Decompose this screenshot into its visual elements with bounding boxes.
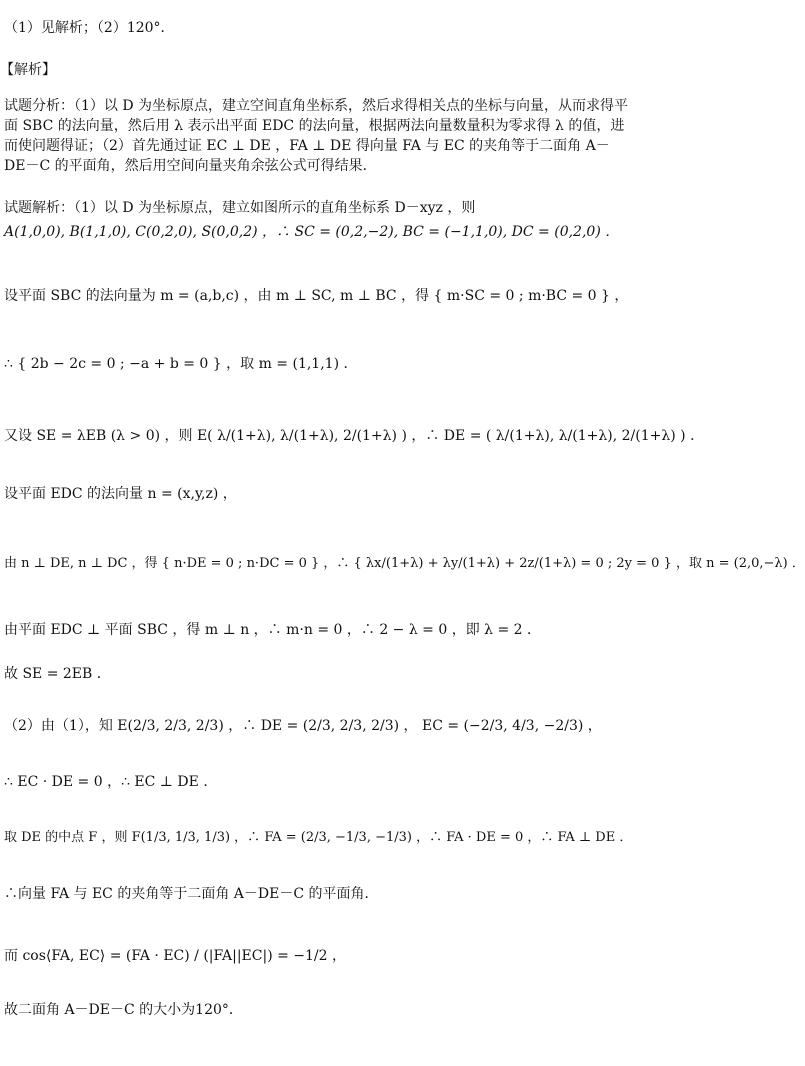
solution-line-5: 又设 SE = λEB (λ > 0) ，则 E( λ/(1+λ), λ/(1+λ), 2/(1+λ) ) ，∴ DE = ( λ/(1+λ), λ/(1+λ), 2/(1+λ) ) ． xyxy=(4,428,705,444)
solution-line-4: ∴ { 2b − 2c = 0 ; −a + b = 0 } ，取 m = (1,1,1) ． xyxy=(4,356,358,372)
solution-line-8: 由平面 EDC ⊥ 平面 SBC ，得 m ⊥ n ，∴ m·n = 0 ，∴ 2 − λ = 0 ，即 λ = 2 ． xyxy=(4,622,542,638)
solution-line-7: 由 n ⊥ DE, n ⊥ DC ，得 { n·DE = 0 ; n·DC = 0 } ，∴ { λx/(1+λ) + λy/(1+λ) + 2z/(1+λ) = 0 ; 2y = 0 } ，取 n = (2,0,−λ) ． xyxy=(4,556,805,571)
answer-line: （1）见解析；（2）120°． xyxy=(4,20,175,36)
solution-line-10: （2）由（1），知 E(2/3, 2/3, 2/3) ，∴ DE = (2/3, 2/3, 2/3) ， EC = (−2/3, 4/3, −2/3) ， xyxy=(4,718,602,734)
solution-line-6: 设平面 EDC 的法向量 n = (x,y,z) ， xyxy=(4,486,237,502)
solution-line-15: 故二面角 A－DE－C 的大小为120°． xyxy=(4,1002,243,1018)
solution-line-12: 取 DE 的中点 F ，则 F(1/3, 1/3, 1/3) ，∴ FA = (2/3, −1/3, −1/3) ，∴ FA · DE = 0 ，∴ FA ⊥ DE ． xyxy=(4,830,633,845)
solution-line-3: 设平面 SBC 的法向量为 m = (a,b,c) ，由 m ⊥ SC, m ⊥ BC ，得 { m·SC = 0 ; m·BC = 0 } ， xyxy=(4,288,629,304)
analysis-header: 【解析】 xyxy=(0,62,56,78)
solution-line-13: ∴向量 FA 与 EC 的夹角等于二面角 A－DE－C 的平面角． xyxy=(4,886,379,902)
solution-line-11: ∴ EC · DE = 0 ，∴ EC ⊥ DE ． xyxy=(4,774,218,790)
solution-line-14: 而 cos⟨FA, EC⟩ = (FA · EC) / (|FA||EC|) = −1/2 ， xyxy=(4,948,347,964)
solution-line-9: 故 SE = 2EB ． xyxy=(4,666,111,682)
analysis-intro: 试题分析：（1）以 D 为坐标原点，建立空间直角坐标系，然后求得相关点的坐标与向量，从而求得平面 SBC 的法向量，然后用 λ 表示出平面 EDC 的法向量，根据两法向量数量积为零求得 λ 的值，进而使问题得证；（2）首先通过证 EC ⊥ DE ，FA ⊥ DE 得向量 FA 与 EC 的夹角等于二面角 A－DE－C 的平面角，然后用空间向量夹角余弦公式可得结果． xyxy=(4,98,629,174)
solution-line-2: A(1,0,0), B(1,1,0), C(0,2,0), S(0,0,2) ，∴ SC = (0,2,−2), BC = (−1,1,0), DC = (0,2,0) ． xyxy=(4,224,620,240)
solution-line-1: 试题解析：（1）以 D 为坐标原点，建立如图所示的直角坐标系 D－xyz ，则 xyxy=(4,200,476,216)
